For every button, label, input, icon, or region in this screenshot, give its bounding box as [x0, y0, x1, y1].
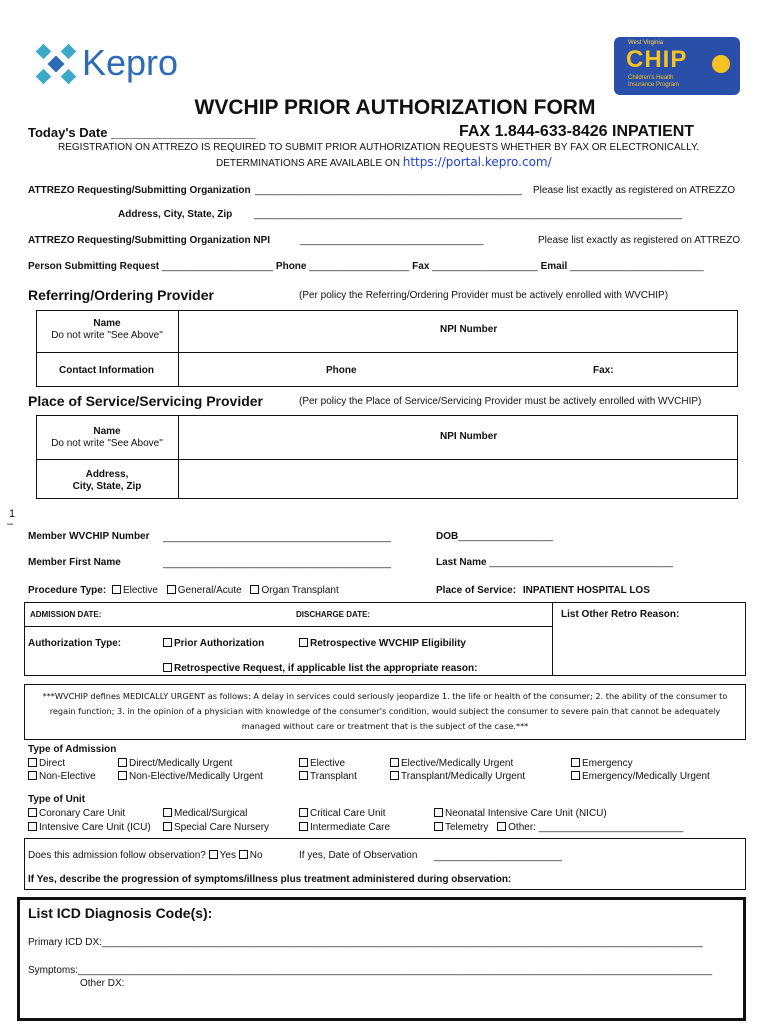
procedure-row — [28, 585, 339, 596]
checkbox-icon[interactable] — [299, 771, 308, 780]
referring-heading: Referring/Ordering Provider — [28, 287, 214, 303]
place-heading: Place of Service/Servicing Provider — [28, 393, 264, 409]
place-of-service-value: INPATIENT HOSPITAL LOS — [522, 585, 650, 596]
checkbox-icon[interactable] — [28, 758, 37, 767]
registration-line1: REGISTRATION ON ATTREZO IS REQUIRED TO SUBMIT PRIOR AUTHORIZATION REQUESTS WHETHER BY FAX OR ELECTRONICALLY. — [58, 142, 700, 153]
chip-logo-sub1: Children's Health — [628, 75, 674, 81]
unit-col1 — [28, 807, 151, 835]
checkbox-icon[interactable] — [571, 758, 580, 767]
checkbox-icon[interactable] — [167, 585, 176, 594]
admission-transplant-urgent[interactable]: Transplant/Medically Urgent — [390, 770, 525, 783]
checkbox-icon[interactable] — [28, 808, 37, 817]
unit-col2 — [163, 807, 269, 835]
checkbox-icon[interactable] — [28, 822, 37, 831]
npi-label: ATTREZO Requesting/Submitting Organization NPI — [28, 235, 271, 246]
icd-heading: List ICD Diagnosis Code(s): — [28, 905, 213, 921]
checkbox-icon[interactable] — [299, 808, 308, 817]
chip-logo — [614, 37, 740, 95]
unit-type-heading: Type of Unit — [28, 794, 86, 805]
admission-elective[interactable]: Elective — [299, 757, 357, 770]
icd-primary-label: Primary ICD DX: — [28, 937, 102, 948]
kepro-logo — [34, 40, 194, 88]
form-title: WVCHIP PRIOR AUTHORIZATION FORM — [194, 96, 596, 119]
place-address-label2: City, State, Zip — [72, 481, 142, 492]
unit-telemetry[interactable]: Telemetry — [434, 822, 488, 833]
observation-date-line[interactable]: _______________________ — [434, 851, 562, 862]
icd-primary-line[interactable]: ____________________________________________________________________________________________________________ — [101, 937, 703, 948]
checkbox-icon[interactable] — [112, 585, 121, 594]
checkbox-icon[interactable] — [390, 758, 399, 767]
place-address-label1: Address, — [85, 469, 129, 480]
email-label: Email — [540, 261, 568, 272]
place-npi-label: NPI Number — [440, 431, 498, 442]
unit-icu[interactable]: Intensive Care Unit (ICU) — [28, 821, 151, 835]
person-row — [28, 261, 704, 272]
admission-date-label[interactable]: ADMISSION DATE: — [30, 610, 102, 619]
checkbox-icon[interactable] — [497, 822, 506, 831]
dob-label: DOB — [436, 531, 459, 542]
admission-col2 — [118, 757, 263, 783]
observation-yes[interactable]: Yes — [209, 850, 236, 861]
checkbox-icon[interactable] — [209, 850, 218, 859]
place-of-service-label: Place of Service: — [436, 585, 517, 596]
margin-mark-number: 1 — [9, 508, 16, 520]
fax-number: FAX 1.844-633-8426 INPATIENT — [459, 123, 695, 140]
unit-col4 — [434, 807, 683, 835]
admission-transplant[interactable]: Transplant — [299, 770, 357, 783]
checkbox-icon[interactable] — [163, 808, 172, 817]
phone-label: Phone — [275, 261, 307, 272]
icd-symptoms-label: Symptoms: — [28, 965, 79, 976]
person-label: Person Submitting Request — [28, 261, 160, 272]
admission-direct[interactable]: Direct — [28, 757, 96, 770]
admission-elective-urgent[interactable]: Elective/Medically Urgent — [390, 757, 525, 770]
checkbox-icon[interactable] — [299, 822, 308, 831]
referring-name-label: Name — [93, 318, 121, 329]
org-note: Please list exactly as registered on ATREZZO — [533, 185, 736, 196]
admission-col4 — [390, 757, 525, 783]
referring-table-divider — [36, 352, 738, 353]
unit-col3 — [299, 807, 390, 835]
admission-col1 — [28, 757, 96, 783]
unit-nicu[interactable]: Neonatal Intensive Care Unit (NICU) — [434, 807, 683, 821]
admission-emergency[interactable]: Emergency — [571, 757, 710, 770]
chip-smile-icon — [712, 55, 730, 73]
org-line[interactable]: ________________________________________________ — [255, 185, 522, 196]
icd-primary-row — [28, 937, 703, 948]
email-line[interactable]: ________________________ — [570, 261, 704, 272]
referring-npi-label: NPI Number — [440, 324, 498, 335]
auth-box-col — [552, 602, 553, 676]
unit-other[interactable]: Other: — [497, 822, 536, 833]
place-of-service-field — [436, 585, 650, 596]
chip-logo-top: West Virginia — [628, 40, 664, 46]
observation-no[interactable]: No — [239, 850, 263, 861]
place-name-cell — [37, 426, 177, 449]
address-line[interactable]: _____________________________________________________________________________ — [254, 209, 683, 220]
last-name-label: Last Name — [436, 557, 487, 568]
address-label: Address, City, State, Zip — [118, 209, 233, 220]
first-name-label: Member First Name — [28, 557, 121, 568]
chip-logo-sub2: Insurance Program — [628, 82, 680, 88]
checkbox-icon[interactable] — [299, 758, 308, 767]
registration-line2-text: DETERMINATIONS ARE AVAILABLE ON — [216, 158, 400, 169]
referring-name-sub: Do not write "See Above" — [51, 330, 163, 341]
auth-type-label: Authorization Type: — [28, 638, 122, 649]
admission-non-elective[interactable]: Non-Elective — [28, 770, 96, 783]
icd-other-label[interactable]: Other DX: — [80, 978, 125, 989]
admission-col3 — [299, 757, 357, 783]
checkbox-icon[interactable] — [118, 758, 127, 767]
icd-symptoms-line[interactable]: __________________________________________________________________________________________________________________ — [78, 965, 713, 976]
fax-line[interactable]: ___________________ — [432, 261, 538, 272]
checkbox-icon[interactable] — [299, 638, 308, 647]
dob-line[interactable]: _________________ — [458, 531, 553, 542]
procedure-general-acute[interactable]: General/Acute — [167, 585, 242, 596]
admission-type-heading: Type of Admission — [28, 744, 117, 755]
procedure-organ-transplant[interactable]: Organ Transplant — [250, 585, 338, 596]
dob-field — [436, 531, 553, 542]
icd-symptoms-row — [28, 965, 712, 976]
last-name-field — [436, 557, 673, 568]
first-name-line[interactable]: _________________________________________ — [163, 558, 392, 569]
observation-date-label: If yes, Date of Observation — [299, 850, 418, 861]
checkbox-icon[interactable] — [118, 771, 127, 780]
unit-medical-surgical[interactable]: Medical/Surgical — [163, 807, 269, 821]
unit-critical-care[interactable]: Critical Care Unit — [299, 807, 390, 821]
urgent-note-line2: regain function; 3. in the opinion of a physician with knowledge of the consumer's condition, would subject the consumer to severe pain that cannot be adequately — [49, 706, 721, 716]
place-name-label: Name — [93, 426, 121, 437]
place-address-cell — [37, 469, 177, 492]
retro-request-option[interactable]: Retrospective Request, if applicable list the appropriate reason: — [163, 663, 477, 674]
checkbox-icon[interactable] — [571, 771, 580, 780]
checkbox-icon[interactable] — [28, 771, 37, 780]
observation-question: Does this admission follow observation? — [28, 850, 206, 861]
prior-auth-option[interactable]: Prior Authorization — [163, 638, 264, 649]
org-label: ATTREZO Requesting/Submitting Organization — [28, 185, 251, 196]
retro-reason-label[interactable]: List Other Retro Reason: — [561, 609, 680, 620]
referring-phone-label: Phone — [326, 365, 357, 376]
urgent-note-line1: ***WVCHIP defines MEDICALLY URGENT as follows: A delay in services could seriously jeopardize 1. the life or health of the consumer; 2. the ability of the consumer to — [42, 691, 728, 701]
registration-line2 — [216, 155, 552, 169]
checkbox-icon[interactable] — [250, 585, 259, 594]
observation-question-row — [28, 850, 263, 861]
referring-contact-label: Contact Information — [59, 365, 154, 376]
checkbox-icon[interactable] — [163, 638, 172, 647]
admission-col5 — [571, 757, 710, 783]
member-id-line[interactable]: _________________________________________ — [163, 532, 392, 543]
unit-other-line[interactable]: __________________________ — [538, 822, 684, 833]
checkbox-icon[interactable] — [390, 771, 399, 780]
referring-table-col — [178, 310, 179, 387]
referring-fax-label: Fax: — [593, 365, 614, 376]
npi-note: Please list exactly as registered on ATTREZO — [538, 235, 741, 246]
member-id-label: Member WVCHIP Number — [28, 531, 150, 542]
discharge-date-label[interactable]: DISCHARGE DATE: — [296, 610, 371, 619]
checkbox-icon[interactable] — [434, 808, 443, 817]
urgent-note-line3: managed without care or treatment that is the subject of the case.*** — [241, 721, 529, 731]
unit-coronary[interactable]: Coronary Care Unit — [28, 807, 151, 821]
chip-logo-main: CHIP — [626, 46, 688, 73]
place-table-col — [178, 415, 179, 499]
phone-line[interactable]: __________________ — [309, 261, 410, 272]
checkbox-icon[interactable] — [239, 850, 248, 859]
referring-note: (Per policy the Referring/Ordering Provider must be actively enrolled with WVCHIP) — [299, 290, 669, 301]
unit-special-care-nursery[interactable]: Special Care Nursery — [163, 821, 269, 835]
auth-box-divider — [24, 626, 552, 627]
checkbox-icon[interactable] — [163, 822, 172, 831]
place-table-divider — [36, 459, 738, 460]
observation-describe[interactable]: If Yes, describe the progression of symptoms/illness plus treatment administered during observation: — [28, 874, 512, 885]
npi-line[interactable]: _________________________________ — [300, 235, 484, 246]
place-note: (Per policy the Place of Service/Servicing Provider must be actively enrolled with WVCHIP) — [299, 396, 702, 407]
unit-intermediate-care[interactable]: Intermediate Care — [299, 821, 390, 835]
checkbox-icon[interactable] — [434, 822, 443, 831]
admission-emergency-urgent[interactable]: Emergency/Medically Urgent — [571, 770, 710, 783]
unit-telemetry-row — [434, 821, 683, 835]
fax-label: Fax — [412, 261, 430, 272]
last-name-line[interactable]: _________________________________ — [489, 557, 673, 568]
checkbox-icon[interactable] — [163, 663, 172, 672]
person-line[interactable]: ____________________ — [161, 261, 274, 272]
retro-eligibility-option[interactable]: Retrospective WVCHIP Eligibility — [299, 638, 466, 649]
kepro-wordmark: Kepro — [82, 42, 179, 83]
procedure-elective[interactable]: Elective — [112, 585, 158, 596]
referring-name-cell — [37, 318, 177, 341]
admission-direct-urgent[interactable]: Direct/Medically Urgent — [118, 757, 263, 770]
todays-date[interactable]: Today's Date ____________________ — [28, 125, 256, 140]
procedure-label: Procedure Type: — [28, 585, 107, 596]
admission-non-elective-urgent[interactable]: Non-Elective/Medically Urgent — [118, 770, 263, 783]
place-name-sub: Do not write "See Above" — [51, 438, 163, 449]
portal-link[interactable]: https://portal.kepro.com/ — [402, 155, 552, 169]
margin-mark-dash: – — [7, 518, 14, 530]
kepro-mark-icon — [34, 42, 78, 86]
